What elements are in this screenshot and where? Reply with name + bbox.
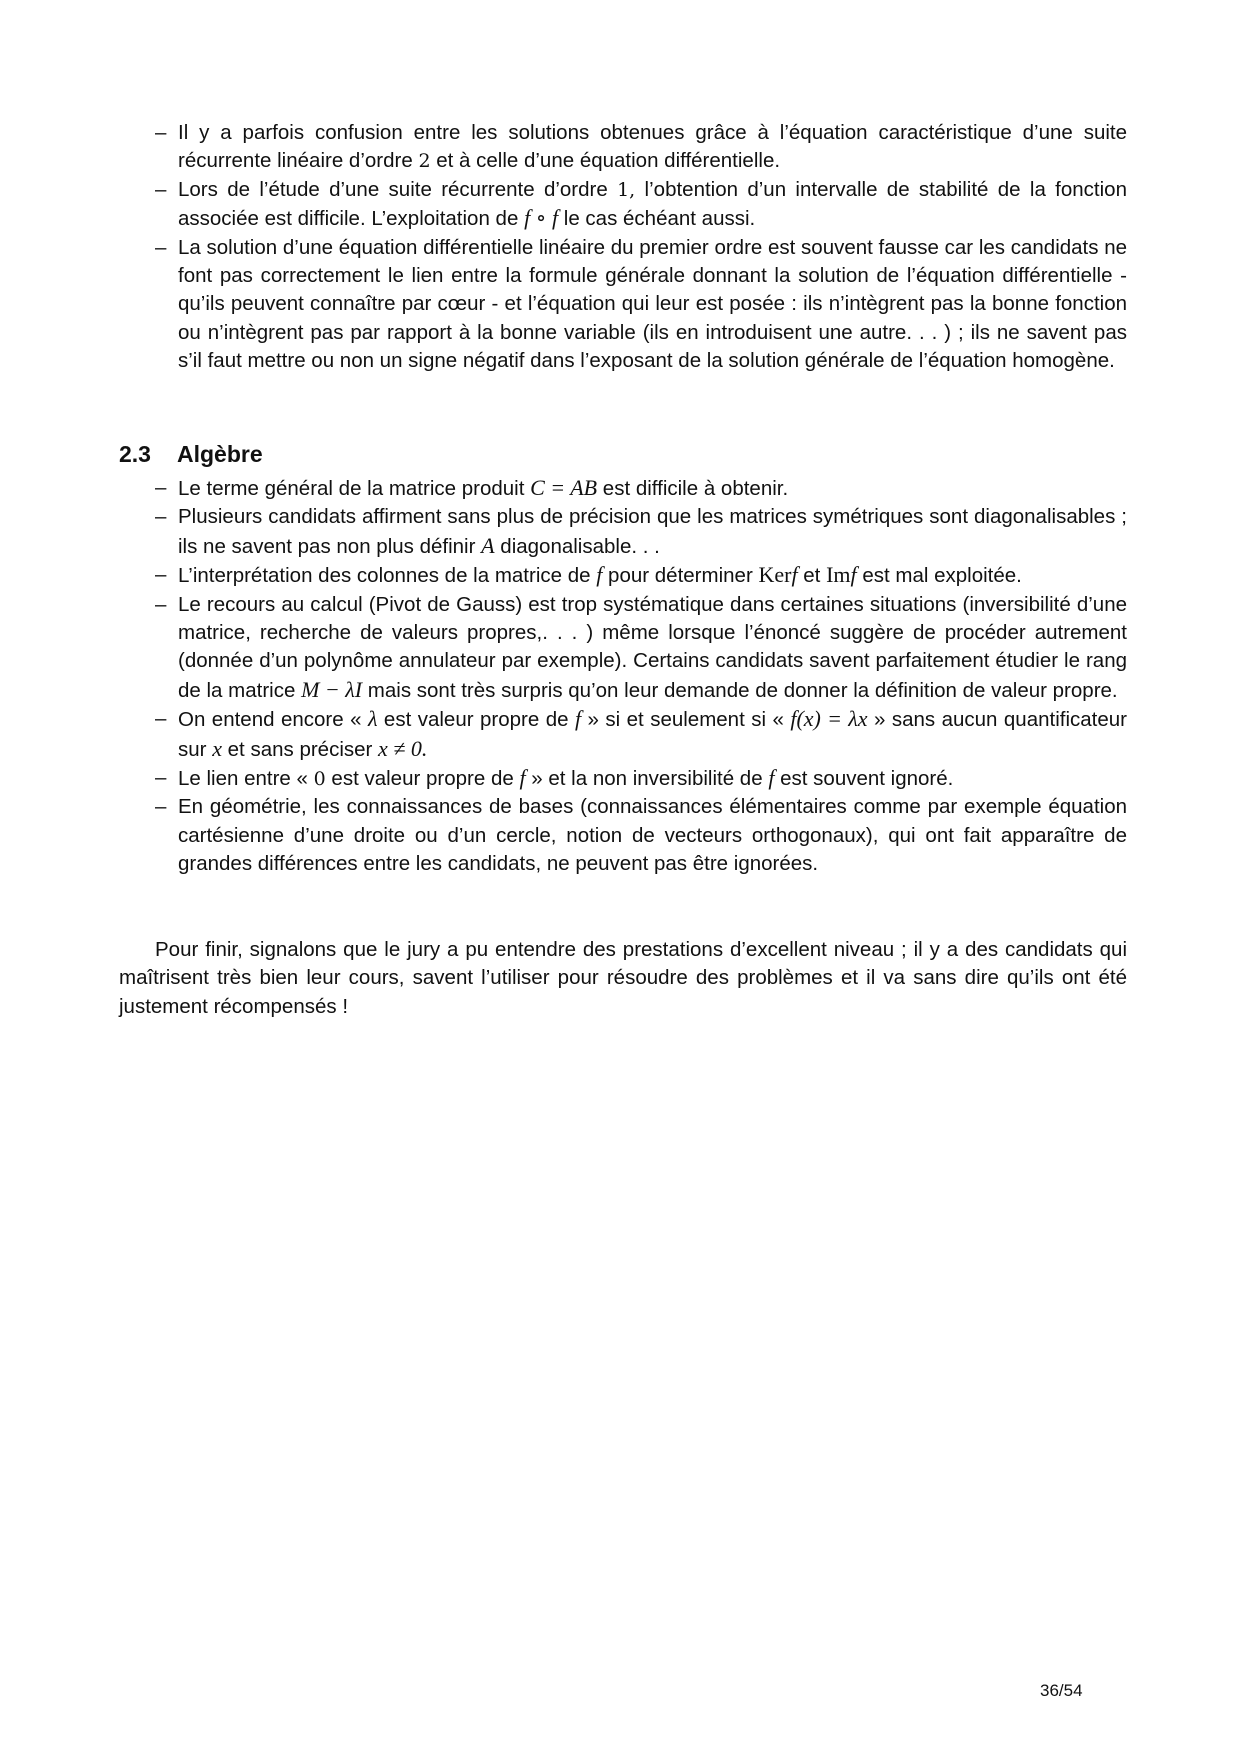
- list-item: – Le recours au calcul (Pivot de Gauss) est trop systématique dans certaines situations (inversibilité d’une matrice, recherche de valeurs propres,. . . ) même lorsque l’énoncé suggère de procéder autrement (donnée d’un polynôme annulateur par exemple). Certains candidats savent parfaitement étudier le rang de la matrice M − λI mais sont très surpris qu’on leur demande de donner la définition de valeur propre.: [119, 591, 1127, 706]
- math-expression: f: [596, 562, 603, 588]
- section-title: Algèbre: [176, 441, 263, 467]
- algebre-remarks-list: [119, 474, 1127, 879]
- math-expression: f: [850, 562, 857, 588]
- conclusion-paragraph: Pour finir, signalons que le jury a pu entendre des prestations d’excellent niveau ; il y a des candidats qui maîtrisent très bien leur cours, savent l’utiliser pour résoudre des problèmes et il va sans dire qu’ils ont été justement récompensés !: [119, 938, 1127, 1018]
- math-expression: x ≠ 0.: [378, 735, 428, 761]
- math-expression: λ: [367, 706, 378, 732]
- list-item: – Il y a parfois confusion entre les solutions obtenues grâce à l’équation caractéristique d’une suite récurrente linéaire d’ordre 2 et à celle d’une équation différentielle.: [119, 119, 1127, 176]
- list-item: – En géométrie, les connaissances de bases (connaissances élémentaires comme par exemple équation cartésienne d’une droite ou d’un cercle, notion de vecteurs orthogonaux), qui ont fait apparaître de grandes différences entre les candidats, ne peuvent pas être ignorées.: [119, 793, 1127, 878]
- math-operator: Im: [826, 562, 851, 588]
- section-number: 2.3: [119, 441, 151, 467]
- math-expression: f ∘ f: [524, 205, 559, 231]
- math-expression: f: [574, 706, 582, 732]
- list-item: – Lors de l’étude d’une suite récurrente d’ordre 1, l’obtention d’un intervalle de stabilité de la fonction associée est difficile. L’exploitation de f ∘ f le cas échéant aussi.: [119, 176, 1127, 234]
- list-item: – On entend encore « λ est valeur propre de f » si et seulement si « f(x) = λx » sans aucun quantificateur sur x et sans préciser x ≠ 0.: [119, 705, 1127, 764]
- list-item: – Le lien entre « 0 est valeur propre de f » et la non inversibilité de f est souvent ignoré.: [119, 764, 1127, 793]
- math-expression: 1,: [617, 178, 636, 201]
- math-expression: f: [791, 562, 798, 588]
- math-expression: f: [768, 765, 775, 791]
- section-heading: [119, 440, 263, 468]
- list-item: – Le terme général de la matrice produit C = AB est difficile à obtenir.: [119, 474, 1127, 503]
- math-expression: 2: [418, 150, 431, 173]
- analyse-remarks-list-container: [119, 119, 1127, 376]
- page-number: 36/54: [1040, 1681, 1083, 1700]
- math-expression: f(x) = λx: [790, 706, 868, 732]
- analyse-remarks-list: [119, 119, 1127, 376]
- list-item: – La solution d’une équation différentielle linéaire du premier ordre est souvent fausse car les candidats ne font pas correctement le lien entre la formule générale donnant la solution de l’équation différentielle - qu’ils peuvent connaître par cœur - et l’équation qui leur est posée : ils n’intègrent pas la bonne fonction ou n’intègrent pas par rapport à la bonne variable (ils en introduisent une autre. . . ) ; ils ne savent pas s’il faut mettre ou non un signe négatif dans l’exposant de la solution générale de l’équation homogène.: [119, 234, 1127, 376]
- math-expression: x: [212, 735, 222, 761]
- math-expression: M − λI: [301, 676, 363, 702]
- math-expression: 0: [313, 768, 326, 791]
- math-expression: C = AB: [530, 475, 598, 500]
- list-item: – Plusieurs candidats affirment sans plus de précision que les matrices symétriques sont diagonalisables ; ils ne savent pas non plus définir A diagonalisable. . .: [119, 503, 1127, 561]
- math-expression: f: [519, 765, 526, 791]
- math-expression: A: [481, 532, 495, 558]
- math-operator: Ker: [758, 562, 792, 588]
- algebre-remarks-list-container: [119, 474, 1127, 879]
- list-item: – L’interprétation des colonnes de la matrice de f pour déterminer Kerf et Imf est mal exploitée.: [119, 561, 1127, 590]
